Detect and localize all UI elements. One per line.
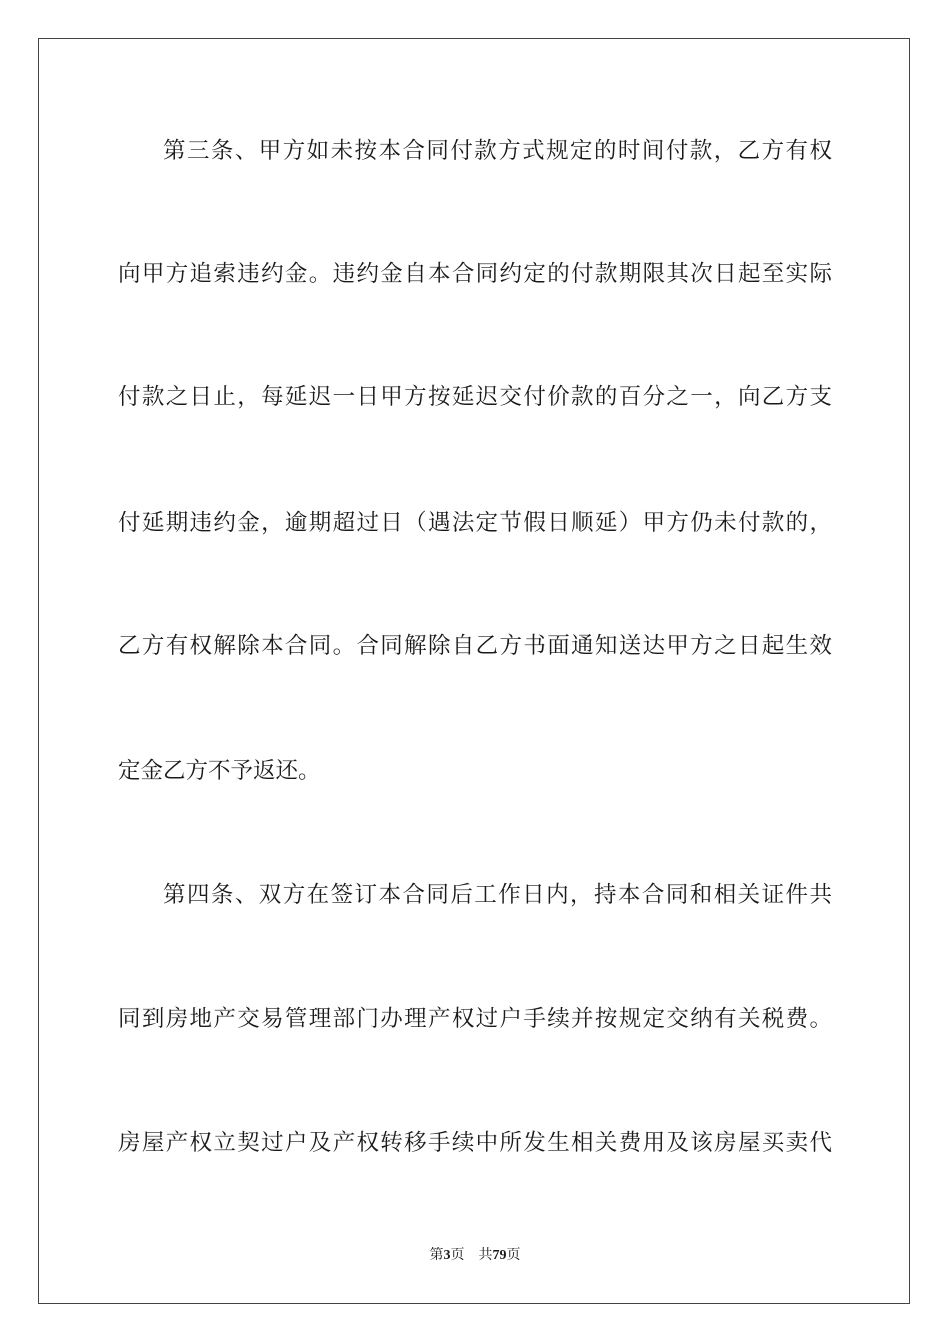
paragraph-line: 第四条、双方在签订本合同后工作日内，持本合同和相关证件共: [163, 882, 832, 908]
paragraph-line: 付款之日止，每延迟一日甲方按延迟交付价款的百分之一，向乙方支: [118, 384, 832, 410]
paragraph-line: 第三条、甲方如未按本合同付款方式规定的时间付款，乙方有权: [163, 138, 832, 164]
paragraph-line: 付延期违约金，逾期超过日（遇法定节假日顺延）甲方仍未付款的，: [118, 510, 832, 536]
page-prefix: 第: [429, 1247, 444, 1263]
paragraph-line: 房屋产权立契过户及产权转移手续中所发生相关费用及该房屋买卖代: [118, 1130, 832, 1156]
page-footer: [0, 1245, 950, 1266]
page-number: 3: [443, 1248, 451, 1263]
total-suffix: 页: [506, 1247, 521, 1263]
paragraph-line: 定金乙方不予返还。: [118, 758, 321, 784]
page-border: [38, 38, 910, 1304]
page-suffix: 页: [450, 1247, 465, 1263]
total-pages: 79: [492, 1248, 507, 1263]
paragraph-line: 同到房地产交易管理部门办理产权过户手续并按规定交纳有关税费。: [118, 1006, 832, 1032]
paragraph-line: 乙方有权解除本合同。合同解除自乙方书面通知送达甲方之日起生效: [118, 633, 832, 659]
total-prefix: 共: [478, 1247, 493, 1263]
paragraph-line: 向甲方追索违约金。违约金自本合同约定的付款期限其次日起至实际: [118, 261, 832, 287]
